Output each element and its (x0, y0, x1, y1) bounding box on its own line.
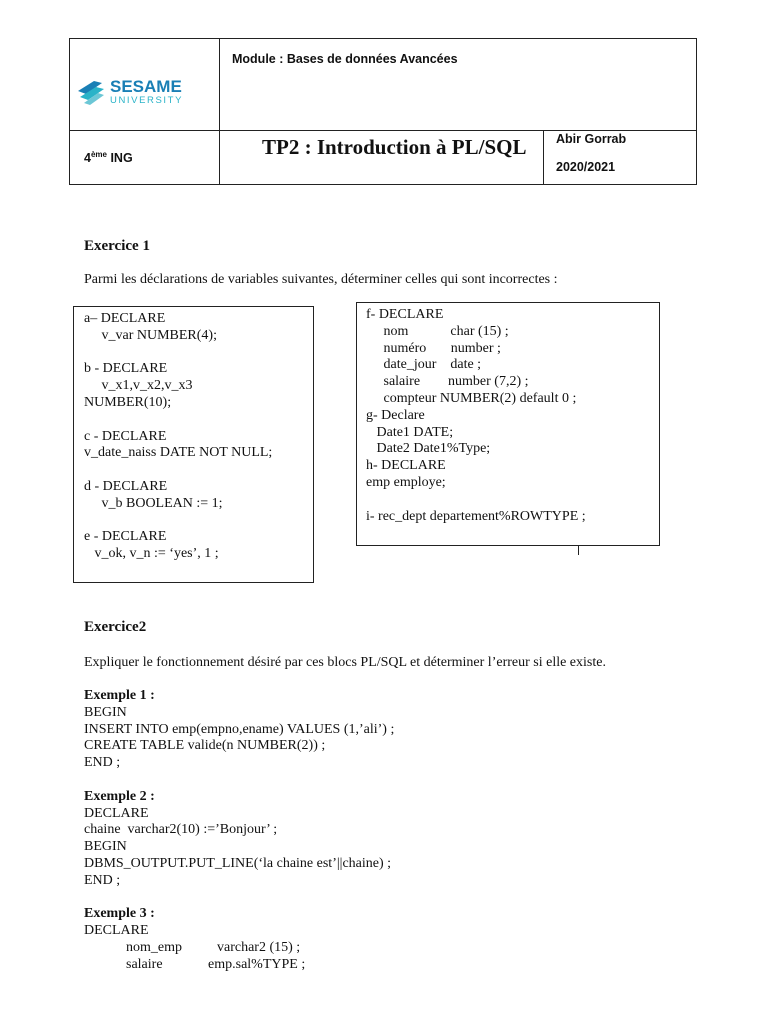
declaration-left-line (84, 513, 272, 530)
header-table (69, 38, 697, 185)
sesame-logo-icon (76, 77, 216, 107)
stray-tick-mark (578, 545, 579, 555)
level-suffix: ING (106, 151, 133, 166)
example-code-line: END ; (84, 755, 121, 771)
declaration-right-line: i- rec_dept departement%ROWTYPE ; (366, 508, 586, 524)
declaration-right-line: g- Declare (366, 407, 425, 423)
declaration-left-line (84, 462, 272, 479)
exercise-1-heading: Exercice 1 (84, 238, 150, 254)
declaration-right-line: compteur NUMBER(2) default 0 ; (366, 390, 577, 406)
declaration-right-line: emp employe; (366, 474, 446, 490)
level-prefix: 4 (84, 151, 91, 166)
declaration-right-line: numéro number ; (366, 340, 501, 356)
example-code-line: chaine varchar2(10) :=’Bonjour’ ; (84, 822, 278, 838)
declarations-left-list (84, 311, 272, 563)
example-code-line: INSERT INTO emp(empno,ename) VALUES (1,’ali’) ; (84, 721, 395, 737)
declaration-left-line: c - DECLARE (84, 428, 167, 444)
example-code-line: BEGIN (84, 839, 127, 855)
declaration-left-line: v_ok, v_n := ‘yes’, 1 ; (84, 546, 219, 562)
declaration-right-line (366, 492, 586, 509)
declaration-left-line: v_x1,v_x2,v_x3 (84, 378, 193, 394)
academic-year: 2020/2021 (556, 160, 616, 174)
declaration-left-line: a– DECLARE (84, 311, 166, 326)
declaration-right-line: Date2 Date1%Type; (366, 441, 491, 457)
declarations-right-list (366, 307, 586, 525)
header-divider-horizontal (70, 130, 696, 131)
declaration-left-line (84, 412, 272, 429)
header-divider-vertical (219, 39, 220, 184)
example-code-line: DECLARE (84, 923, 149, 939)
document-title: TP2 : Introduction à PL/SQL (262, 135, 527, 159)
declaration-left-line: b - DECLARE (84, 361, 168, 377)
exercise-2-intro: Expliquer le fonctionnement désiré par ces blocs PL/SQL et déterminer l’erreur si elle existe. (84, 655, 606, 670)
example-code-line: nom_emp varchar2 (15) ; (84, 940, 301, 955)
declarations-box-right (356, 302, 660, 546)
example-title: Exemple 3 : (84, 906, 155, 922)
exercise-1-intro: Parmi les déclarations de variables suivantes, déterminer celles qui sont incorrectes : (84, 272, 558, 287)
logo-sub-text: UNIVERSITY (110, 95, 184, 106)
declaration-left-line: v_date_naiss DATE NOT NULL; (84, 445, 273, 461)
example-code-line: BEGIN (84, 704, 127, 720)
example-code-line: salaire emp.sal%TYPE ; (84, 956, 306, 972)
example-code-line: CREATE TABLE valide(n NUMBER(2)) ; (84, 738, 326, 754)
level-label (84, 150, 133, 165)
example-code-line: DECLARE (84, 805, 149, 821)
level-sup: ème (90, 150, 107, 159)
declaration-left-line: NUMBER(10); (84, 394, 172, 410)
declaration-right-line: date_jour date ; (366, 357, 482, 373)
declaration-right-line: f- DECLARE (366, 307, 444, 322)
declaration-right-line: h- DECLARE (366, 458, 446, 474)
module-name: Module : Bases de données Avancées (232, 52, 458, 66)
declaration-left-line: v_var NUMBER(4); (84, 327, 217, 343)
declaration-left-line: e - DECLARE (84, 529, 167, 545)
example-code-line: END ; (84, 872, 121, 888)
declaration-right-line: salaire number (7,2) ; (366, 374, 529, 390)
declaration-right-line: nom char (15) ; (366, 323, 509, 339)
declaration-right-line: Date1 DATE; (366, 424, 454, 440)
exercise-2-heading: Exercice2 (84, 619, 147, 635)
example-title: Exemple 1 : (84, 688, 155, 703)
header-divider-vertical-2 (543, 130, 544, 184)
declaration-left-line: d - DECLARE (84, 478, 168, 494)
example-title: Exemple 2 : (84, 788, 155, 804)
declarations-box-left (73, 306, 314, 583)
logo-main-text: SESAME (110, 77, 182, 96)
example-code-line: DBMS_OUTPUT.PUT_LINE(‘la chaine est’||chaine) ; (84, 856, 392, 871)
sesame-university-logo (76, 77, 216, 107)
declaration-left-line: v_b BOOLEAN := 1; (84, 495, 223, 511)
author-name: Abir Gorrab (556, 132, 627, 146)
declaration-left-line (84, 345, 272, 362)
